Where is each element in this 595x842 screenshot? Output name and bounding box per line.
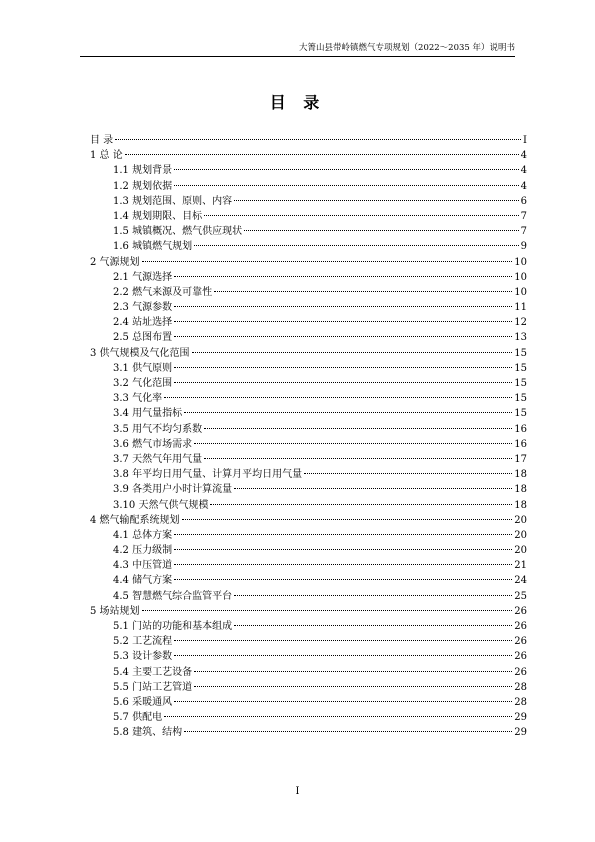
- dot-leader: [174, 701, 512, 702]
- toc-entry-page: 26: [514, 651, 527, 663]
- toc-entry-label: 3.7 天然气年用气量: [113, 453, 203, 465]
- toc-entry-label: 3.5 用气不均匀系数: [113, 423, 203, 435]
- toc-entry-label: 3.8 年平均日用气量、计算月平均日用气量: [113, 469, 303, 481]
- toc-entry-page: 15: [514, 408, 527, 420]
- toc-entry-label: 3 供气规模及气化范围: [90, 347, 190, 359]
- toc-entry-page: 26: [514, 621, 527, 632]
- toc-entry-section[interactable]: [90, 179, 527, 194]
- toc-entry-section[interactable]: [90, 573, 527, 588]
- toc-entry-page: 10: [514, 256, 527, 268]
- toc-entry-page: 18: [514, 469, 527, 481]
- toc-entry-label: 2.4 站址选择: [113, 317, 173, 329]
- toc-entry-page: 15: [514, 347, 527, 359]
- toc-entry-label: 5 场站规划: [90, 605, 140, 617]
- toc-entry-label: 3.9 各类用户小时计算流量: [113, 484, 233, 496]
- toc-entry-page: 6: [520, 195, 527, 207]
- page-title: 目 录: [269, 93, 326, 112]
- dot-leader: [174, 640, 512, 641]
- toc-entry-label: 5.6 采暖通风: [113, 696, 173, 708]
- dot-leader: [174, 579, 512, 580]
- toc-entry-chapter[interactable]: [90, 133, 527, 148]
- dot-leader: [194, 686, 512, 687]
- toc-entry-label: 1.4 规划期限、目标: [113, 210, 203, 222]
- toc-entry-label: 4.1 总体方案: [113, 529, 173, 541]
- dot-leader: [174, 367, 512, 368]
- toc-entry-label: 5.5 门站工艺管道: [113, 681, 193, 693]
- dot-leader: [234, 488, 512, 489]
- toc-entry-section[interactable]: [90, 422, 527, 437]
- toc-entry-section[interactable]: [90, 589, 527, 604]
- toc-entry-page: 4: [520, 180, 527, 192]
- toc-entry-chapter[interactable]: [90, 513, 527, 528]
- toc-entry-page: 10: [514, 286, 527, 298]
- toc-entry-page: 16: [514, 438, 527, 450]
- toc-entry-page: 26: [514, 605, 527, 617]
- toc-entry-label: 4.4 储气方案: [113, 575, 173, 587]
- toc-entry-page: 29: [514, 712, 527, 724]
- toc-entry-chapter[interactable]: [90, 255, 527, 270]
- toc-entry-page: 10: [514, 271, 527, 283]
- toc-entry-page: 20: [514, 529, 527, 541]
- dot-leader: [164, 397, 512, 398]
- toc-entry-label: 3.2 气化范围: [113, 378, 173, 389]
- dot-leader: [204, 428, 512, 429]
- dot-leader: [174, 276, 512, 277]
- toc-entry-label: 5.2 工艺流程: [113, 636, 173, 648]
- toc-entry-page: 15: [514, 378, 527, 389]
- toc-entry-page: 20: [514, 545, 527, 557]
- dot-leader: [204, 215, 519, 216]
- toc-entry-page: 4: [520, 150, 527, 162]
- dot-leader: [304, 473, 512, 474]
- toc-entry-section[interactable]: [90, 467, 527, 482]
- toc-entry-page: 15: [514, 362, 527, 374]
- dot-leader: [174, 655, 512, 656]
- toc-entry-page: 7: [520, 210, 527, 222]
- page-number: I: [295, 786, 300, 797]
- toc-entry-page: 20: [514, 514, 527, 526]
- toc-entry-page: 16: [514, 423, 527, 435]
- toc-entry-label: 1.2 规划依据: [113, 180, 173, 192]
- dot-leader: [204, 458, 512, 459]
- dot-leader: [174, 549, 512, 550]
- toc-entry-section[interactable]: [90, 163, 527, 178]
- toc-entry-label: 3.4 用气量指标: [113, 408, 183, 420]
- dot-leader: [192, 352, 513, 353]
- toc-entry-label: 4 燃气输配系统规划: [90, 514, 180, 526]
- toc-entry-label: 5.3 设计参数: [113, 651, 173, 663]
- dot-leader: [194, 245, 519, 246]
- dot-leader: [174, 534, 512, 535]
- dot-leader: [194, 671, 512, 672]
- toc-entry-page: 26: [514, 636, 527, 648]
- toc-entry-page: 11: [514, 302, 527, 314]
- toc-entry-label: 5.8 建筑、结构: [113, 727, 183, 739]
- dot-leader: [194, 443, 512, 444]
- toc-entry-section[interactable]: [90, 315, 527, 330]
- toc-entry-section[interactable]: [90, 300, 527, 315]
- dot-leader: [142, 610, 513, 611]
- toc-entry-section[interactable]: [90, 710, 527, 725]
- toc-entry-label: 4.3 中压管道: [113, 560, 173, 572]
- toc-entry-section[interactable]: [90, 634, 527, 649]
- toc-entry-label: 2.5 总图布置: [113, 332, 173, 344]
- toc-entry-label: 3.1 供气原则: [113, 362, 173, 374]
- toc-entry-section[interactable]: [90, 482, 527, 497]
- toc-entry-section[interactable]: [90, 285, 527, 300]
- toc-entry-label: 1.5 城镇概况、燃气供应现状: [113, 226, 243, 238]
- toc-entry-label: 3.10 天然气供气规模: [113, 499, 209, 511]
- toc-entry-section[interactable]: [90, 224, 527, 239]
- dot-leader: [174, 169, 519, 170]
- toc-entry-section[interactable]: [90, 543, 527, 558]
- dot-leader: [174, 336, 512, 337]
- dot-leader: [234, 595, 512, 596]
- dot-leader: [164, 716, 512, 717]
- toc-entry-page: 12: [514, 317, 527, 329]
- toc-entry-section[interactable]: [90, 619, 527, 634]
- toc-entry-page: 7: [520, 226, 527, 238]
- dot-leader: [184, 731, 512, 732]
- toc-entry-section[interactable]: [90, 665, 527, 680]
- dot-leader: [142, 261, 513, 262]
- toc-entry-page: I: [523, 135, 527, 146]
- toc-entry-label: 4.5 智慧燃气综合监管平台: [113, 590, 233, 602]
- dot-leader: [174, 306, 512, 307]
- running-header: 大箐山县带岭镇燃气专项规划（2022～2035 年）说明书: [299, 43, 515, 53]
- toc-entry-section[interactable]: [90, 437, 527, 452]
- toc-entry-label: 2 气源规划: [90, 256, 140, 268]
- toc-entry-section[interactable]: [90, 209, 527, 224]
- toc-entry-section[interactable]: [90, 239, 527, 254]
- toc-entry-section[interactable]: [90, 406, 527, 421]
- dot-leader: [115, 139, 521, 140]
- toc-entry-page: 17: [514, 453, 527, 465]
- toc-entry-label: 3.6 燃气市场需求: [113, 438, 193, 450]
- toc-entry-section[interactable]: [90, 528, 527, 543]
- toc-entry-page: 29: [514, 727, 527, 739]
- toc-entry-label: 2.1 气源选择: [113, 271, 173, 283]
- toc-entry-page: 13: [514, 332, 527, 344]
- toc-entry-page: 18: [514, 484, 527, 496]
- dot-leader: [174, 382, 512, 383]
- toc-entry-label: 1.6 城镇燃气规划: [113, 241, 193, 253]
- toc-entry-section[interactable]: [90, 270, 527, 285]
- toc-entry-label: 4.2 压力级制: [113, 545, 173, 557]
- dot-leader: [184, 412, 512, 413]
- toc-entry-section[interactable]: [90, 330, 527, 345]
- toc-entry-section[interactable]: [90, 649, 527, 664]
- toc-entry-section[interactable]: [90, 680, 527, 695]
- toc-entry-label: 目 录: [90, 135, 114, 146]
- toc-entry-section[interactable]: [90, 498, 527, 513]
- toc-entry-page: 4: [520, 165, 527, 177]
- toc-entry-label: 1 总 论: [90, 150, 123, 162]
- dot-leader: [234, 625, 512, 626]
- header-rule: [80, 56, 515, 57]
- toc-entry-page: 25: [514, 590, 527, 602]
- dot-leader: [234, 200, 519, 201]
- toc-entry-section[interactable]: [90, 361, 527, 376]
- toc-entry-section[interactable]: [90, 695, 527, 710]
- dot-leader: [214, 291, 512, 292]
- toc-entry-section[interactable]: [90, 376, 527, 391]
- toc-entry-page: 9: [520, 241, 527, 253]
- toc-entry-section[interactable]: [90, 452, 527, 467]
- toc-entry-section[interactable]: [90, 391, 527, 406]
- toc-entry-section[interactable]: [90, 194, 527, 209]
- toc-entry-section[interactable]: [90, 558, 527, 573]
- dot-leader: [174, 185, 519, 186]
- toc-entry-label: 2.3 气源参数: [113, 302, 173, 314]
- toc-entry-page: 15: [514, 393, 527, 405]
- dot-leader: [174, 321, 512, 322]
- toc-entry-chapter[interactable]: [90, 604, 527, 619]
- toc-entry-chapter[interactable]: [90, 346, 527, 361]
- toc-entry-label: 3.3 气化率: [113, 393, 163, 405]
- dot-leader: [182, 519, 513, 520]
- toc-entry-section[interactable]: [90, 725, 527, 740]
- toc-entry-label: 1.1 规划背景: [113, 165, 173, 177]
- toc-entry-label: 1.3 规划范围、原则、内容: [113, 195, 233, 207]
- table-of-contents: [90, 133, 527, 741]
- dot-leader: [174, 564, 512, 565]
- toc-entry-label: 5.1 门站的功能和基本组成: [113, 621, 233, 632]
- toc-entry-page: 21: [514, 560, 527, 572]
- toc-entry-chapter[interactable]: [90, 148, 527, 163]
- toc-entry-label: 5.4 主要工艺设备: [113, 666, 193, 678]
- dot-leader: [210, 504, 512, 505]
- dot-leader: [125, 154, 519, 155]
- toc-entry-label: 2.2 燃气来源及可靠性: [113, 286, 213, 298]
- toc-entry-page: 26: [514, 666, 527, 678]
- toc-entry-page: 24: [514, 575, 527, 587]
- dot-leader: [244, 230, 519, 231]
- toc-entry-page: 18: [514, 499, 527, 511]
- toc-entry-label: 5.7 供配电: [113, 712, 163, 724]
- toc-entry-page: 28: [514, 696, 527, 708]
- toc-entry-page: 28: [514, 681, 527, 693]
